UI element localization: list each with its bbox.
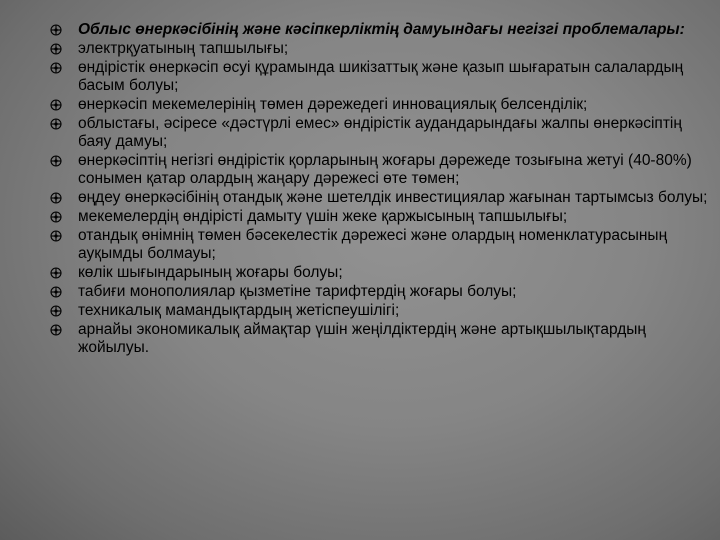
list-item (50, 208, 714, 226)
circled-cross-icon (50, 324, 62, 336)
list-item-text: арнайы экономикалық аймақтар үшін жеңілдіктердің және артықшылықтардың жойылуы. (78, 321, 646, 356)
list-item-text: көлік шығындарының жоғары болуы; (78, 264, 343, 281)
list-item-text: отандық өнімнің төмен бәсекелестік дәрежесі және олардың номенклатурасының ауқымды болмауы; (78, 227, 668, 262)
bullet-list (50, 21, 714, 358)
circled-cross-icon (50, 62, 62, 74)
list-heading-item (50, 21, 714, 39)
circled-cross-icon (50, 192, 62, 204)
list-item-text: техникалық мамандықтардың жетіспеушілігі; (78, 302, 400, 319)
list-item (50, 227, 714, 263)
circled-cross-icon (50, 267, 62, 279)
list-item-text: табиғи монополиялар қызметіне тарифтердің жоғары болуы; (78, 283, 517, 300)
circled-cross-icon (50, 155, 62, 167)
list-item-text: өндірістік өнеркәсіп өсуі құрамында шикізаттық және қазып шығаратын салалардың басым болуы; (78, 59, 684, 94)
list-item (50, 152, 714, 188)
list-item-text: өнеркәсіп мекемелерінің төмен дәрежедегі инновациялық белсенділік; (78, 96, 588, 113)
list-item (50, 264, 714, 282)
list-item (50, 59, 714, 95)
circled-cross-icon (50, 24, 62, 36)
circled-cross-icon (50, 211, 62, 223)
list-item-text: өңдеу өнеркәсібінің отандық және шетелдік инвестициялар жағынан тартымсыз болуы; (78, 189, 708, 206)
list-item-text: облыстағы, әсіресе «дәстүрлі емес» өндірістік аудандарындағы жалпы өнеркәсіптің баяу дамуы; (78, 115, 682, 150)
list-item-text: Облыс өнеркәсібінің және кәсіпкерліктің дамуындағы негізгі проблемалары: (78, 21, 685, 38)
list-item-text: электрқуатының тапшылығы; (78, 40, 289, 57)
list-item (50, 115, 714, 151)
list-item-text: мекемелердің өндірісті дамыту үшін жеке қаржысының тапшылығы; (78, 208, 568, 225)
circled-cross-icon (50, 99, 62, 111)
list-item (50, 302, 714, 320)
list-item (50, 189, 714, 207)
list-item (50, 40, 714, 58)
circled-cross-icon (50, 43, 62, 55)
list-item (50, 96, 714, 114)
circled-cross-icon (50, 118, 62, 130)
circled-cross-icon (50, 286, 62, 298)
list-item-text: өнеркәсіптің негізгі өндірістік қорларының жоғары дәрежеде тозығына жетуі (40-80%) сонымен қатар олардың жаңару дәрежесі өте төмен; (78, 152, 692, 187)
list-item (50, 321, 714, 357)
list-item (50, 283, 714, 301)
circled-cross-icon (50, 305, 62, 317)
circled-cross-icon (50, 230, 62, 242)
